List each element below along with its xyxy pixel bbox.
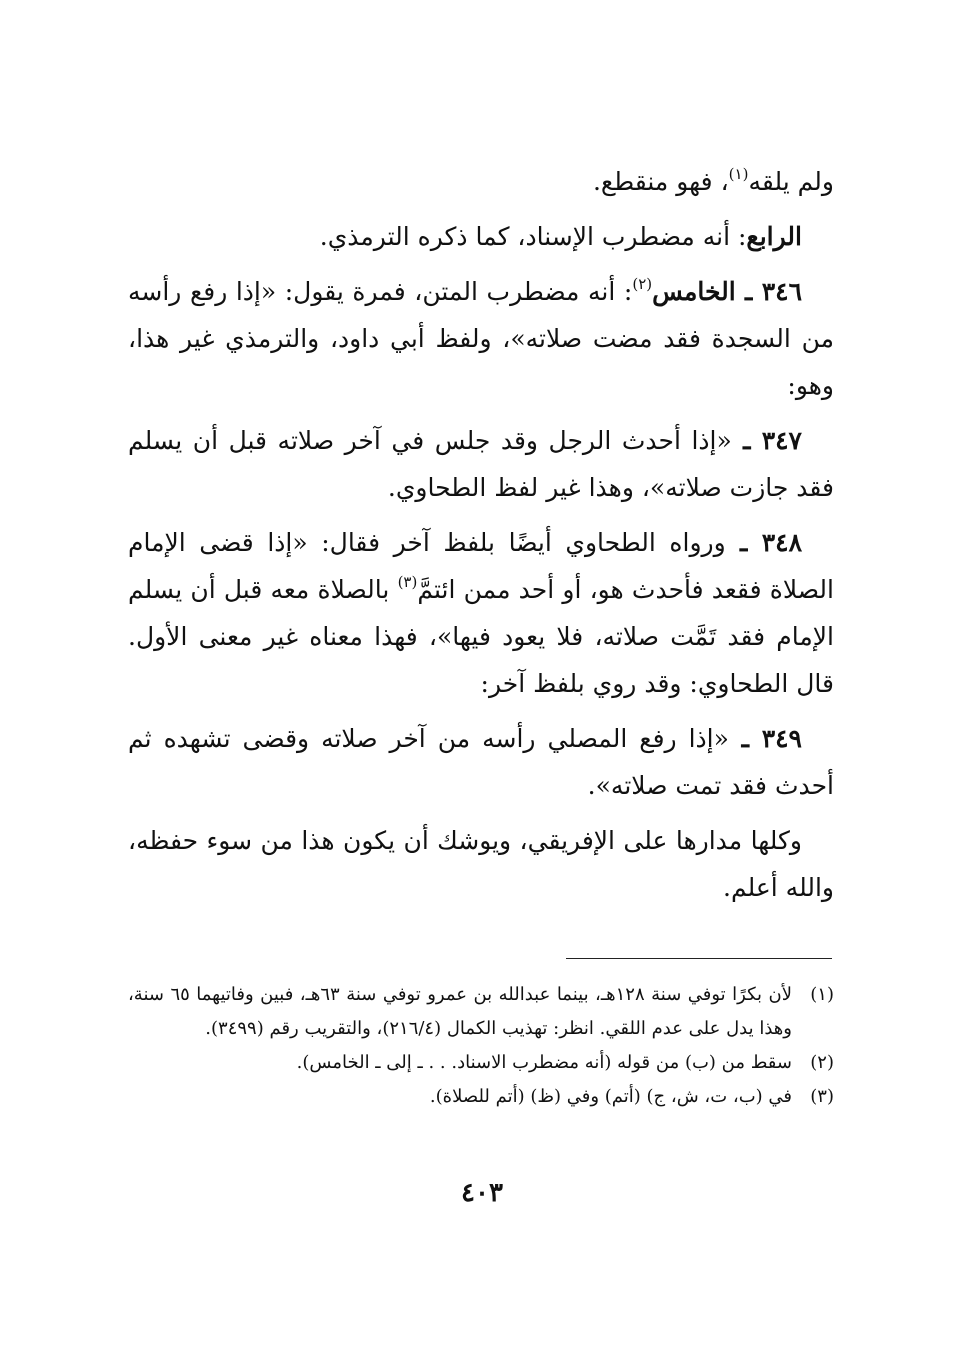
footnote-1-number: (١)	[810, 984, 834, 1005]
footnote-1-text: لأن بكرًا توفي سنة ١٢٨هـ، بينما عبدالله بن عمرو توفي سنة ٦٣هـ، فبين وفاتيهما ٦٥ سنة، وهذا يدل على عدم اللقي. انظر: تهذيب الكمال (٢١٦/٤)، والتقريب رقم (٣٤٩٩).	[128, 984, 792, 1039]
footnote-1	[128, 978, 834, 1046]
hadith-number-346: ٣٤٦ ـ	[735, 277, 803, 306]
hadith-number-349: ٣٤٩ ـ	[728, 724, 802, 753]
paragraph-2	[128, 213, 834, 260]
footnote-2-number: (٢)	[810, 1052, 834, 1073]
footnotes	[128, 978, 834, 1114]
hadith-number-347: ٣٤٧ ـ	[731, 426, 802, 455]
paragraph-348-text: ورواه الطحاوي أيضًا بلفظ آخر فقال: «إذا قضى الإمام الصلاة فقعد فأحدث هو، أو أحد ممن ائتمَّ	[128, 528, 834, 604]
paragraph-346-text: : أنه مضطرب المتن، فمرة يقول: «إذا رفع رأسه من السجدة فقد مضت صلاته»، ولفظ أبي داود، والترمذي غير هذا، وهو:	[128, 277, 834, 400]
paragraph-348-tail: بالصلاة معه قبل أن يسلم الإمام فقد تَمَّت صلاته، فلا يعود فيها»، فهذا معناه غير معنى الأول. قال الطحاوي: وقد روي بلفظ آخر:	[128, 575, 834, 698]
footnote-ref-3[interactable]: (٣)	[397, 573, 418, 591]
footnote-3-text: في (ب، ت، ش، ج) (أتم) وفي (ظ) (أتم للصلاة).	[429, 1086, 792, 1107]
footnote-2-text: سقط من (ب) من قوله (أنه مضطرب الاسناد. . . ـ إلى ـ الخامس).	[296, 1052, 792, 1073]
footnote-ref-1[interactable]: (١)	[728, 165, 749, 183]
paragraph-2-text: : أنه مضطرب الإسناد، كما ذكره الترمذي.	[319, 222, 747, 251]
footnote-divider	[566, 958, 832, 959]
paragraph-346-lead: الخامس	[652, 277, 736, 306]
hadith-number-348: ٣٤٨ ـ	[725, 528, 803, 557]
paragraph-348	[128, 519, 834, 707]
paragraph-conclusion-text: وكلها مدارها على الإفريقي، ويوشك أن يكون هذا من سوء حفظه، والله أعلم.	[128, 826, 834, 902]
footnote-3	[128, 1080, 834, 1114]
paragraph-346	[128, 268, 834, 409]
paragraph-349-text: «إذا رفع المصلي رأسه من آخر صلاته وقضى تشهده ثم أحدث فقد تمت صلاته».	[128, 724, 834, 800]
paragraph-1	[128, 158, 834, 205]
paragraph-2-lead: الرابع	[746, 222, 802, 251]
paragraph-347	[128, 417, 834, 511]
paragraph-349	[128, 715, 834, 809]
paragraph-conclusion	[128, 817, 834, 911]
footnote-3-number: (٣)	[810, 1086, 834, 1107]
page-number: ٤٠٣	[461, 1178, 503, 1208]
paragraph-347-text: «إذا أحدث الرجل وقد جلس في آخر صلاته قبل أن يسلم فقد جازت صلاته»، وهذا غير لفظ الطحاوي.	[128, 426, 834, 502]
paragraph-1-tail: ، فهو منقطع.	[592, 167, 729, 196]
main-text	[128, 158, 834, 919]
footnote-ref-2[interactable]: (٢)	[632, 275, 653, 293]
paragraph-1-text: ولم يلقه	[748, 167, 834, 196]
footnote-2	[128, 1046, 834, 1080]
